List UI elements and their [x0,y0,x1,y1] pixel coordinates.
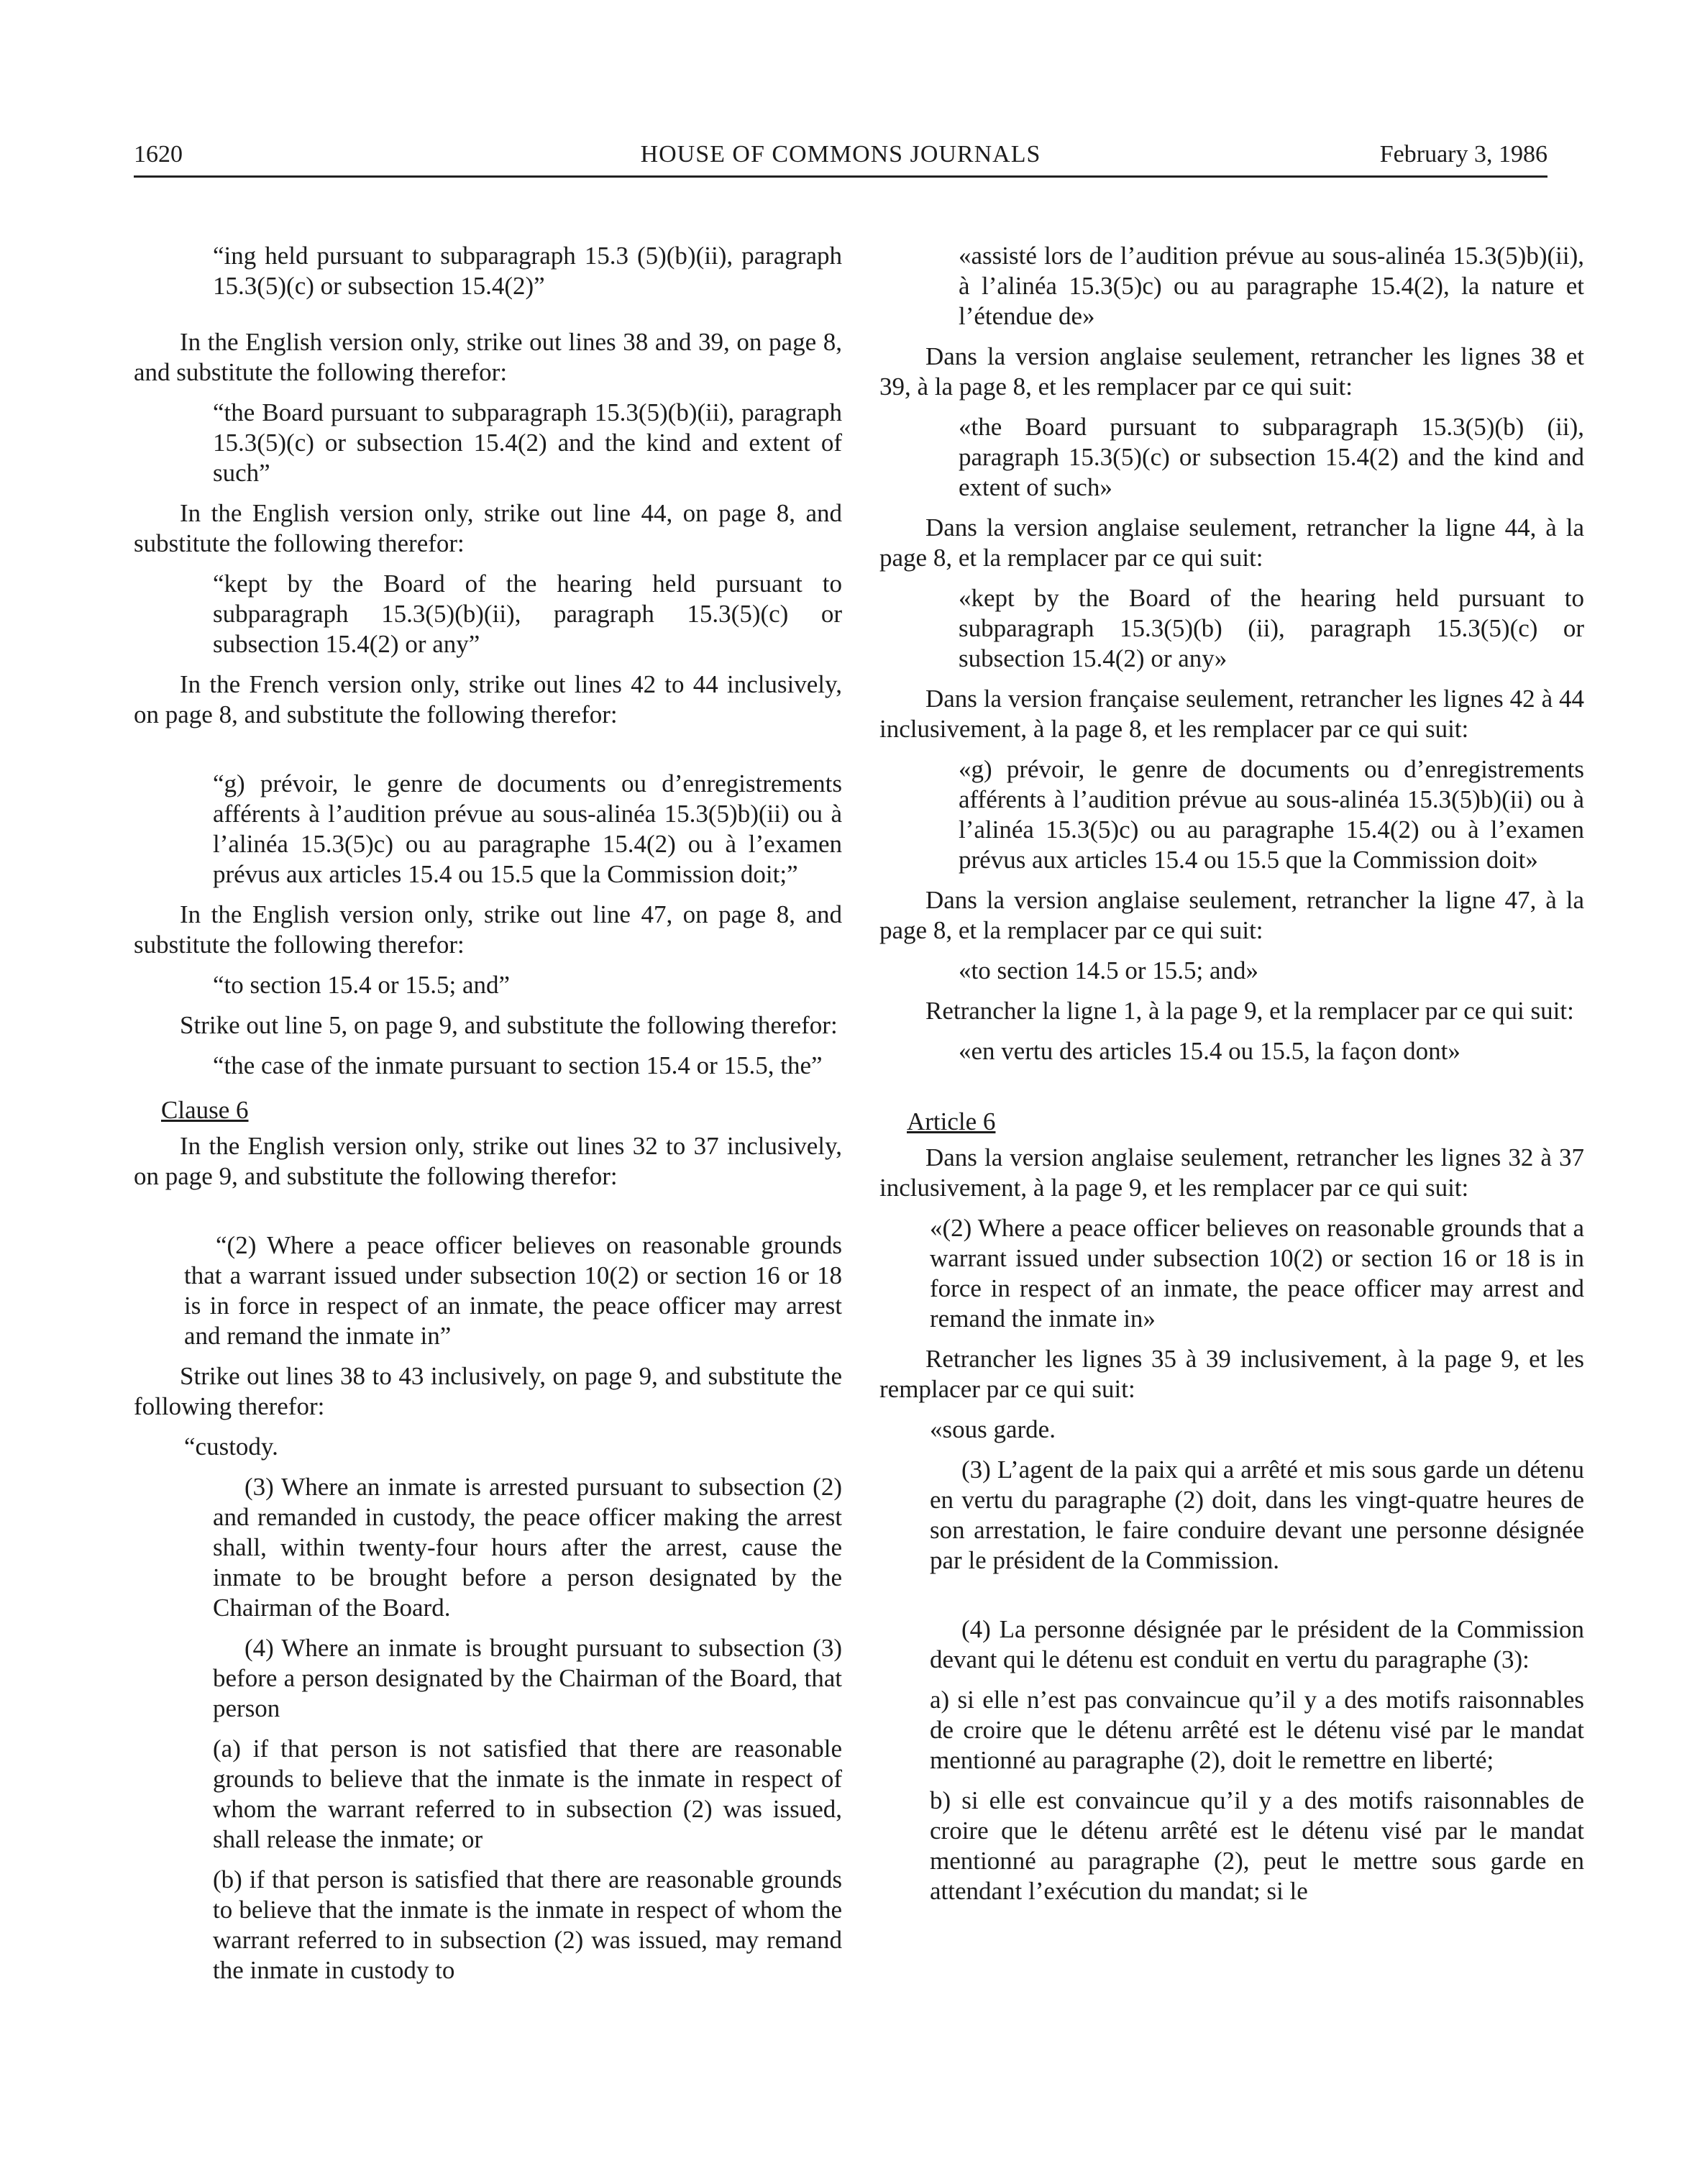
journal-title: HOUSE OF COMMONS JOURNALS [640,141,1041,168]
instruction-paragraph: Dans la version anglaise seulement, retrancher la ligne 47, à la page 8, et la remplacer par ce qui suit: [879,886,1584,944]
amendment-text: “(2) Where a peace officer believes on reasonable grounds that a warrant issued under subsection 10(2) or section 16 or 18 is in force in respect of an inmate, the peace officer may arrest and remand the inmate in” [184,1231,842,1350]
amendment-text: «the Board pursuant to subparagraph 15.3(5)(b) (ii), paragraph 15.3(5)(c) or subsection 15.4(2) and the kind and extent of such» [959,413,1584,501]
instruction-paragraph: Dans la version française seulement, retrancher les lignes 42 à 44 inclusivement, à la page 8, et les remplacer par ce qui suit: [879,685,1584,743]
instruction-paragraph: Dans la version anglaise seulement, retrancher les lignes 38 et 39, à la page 8, et les remplacer par ce qui suit: [879,342,1584,401]
instruction-paragraph: In the English version only, strike out lines 38 and 39, on page 8, and substitute the following therefor: [134,328,842,386]
instruction-paragraph: Dans la version anglaise seulement, retrancher la ligne 44, à la page 8, et la remplacer par ce qui suit: [879,513,1584,572]
amendment-text: «sous garde. [930,1415,1056,1443]
amendment-text: “g) prévoir, le genre de documents ou d’enregistrements afférents à l’audition prévue au sous-alinéa 15.3(5)b)(ii) ou à l’alinéa 15.3(5)c) ou au paragraphe 15.4(2) ou à l’examen prévus aux articles 15.4 ou 15.5 que la Commission doit;” [213,769,842,888]
page-number: 1620 [134,141,183,168]
amendment-text: «(2) Where a peace officer believes on reasonable grounds that a warrant issued under subsection 10(2) or section 16 or 18 is in force in respect of an inmate, the peace officer may arrest and remand the inmate in» [930,1214,1584,1333]
paragraph-item: (a) if that person is not satisfied that there are reasonable grounds to believe that the inmate is the inmate in respect of whom the warrant referred to in subsection (2) was issued, shall release the inmate; or [213,1735,842,1853]
french-column [879,241,1584,1916]
amendment-text: «g) prévoir, le genre de documents ou d’enregistrements afférents à l’audition prévue au sous-alinéa 15.3(5)b)(ii) ou à l’alinéa 15.3(5)c) ou au paragraphe 15.4(2) ou à l’examen prévus aux articles 15.4 ou 15.5 que la Commission doit» [959,755,1584,874]
instruction-paragraph: Dans la version anglaise seulement, retrancher les lignes 32 à 37 inclusivement, à la page 9, et les remplacer par ce qui suit: [879,1143,1584,1202]
amendment-text: “ing held pursuant to subparagraph 15.3 (5)(b)(ii), paragraph 15.3(5)(c) or subsection 15.4(2)” [213,242,842,300]
amendment-text: “the Board pursuant to subparagraph 15.3(5)(b)(ii), paragraph 15.3(5)(c) or subsection 15.4(2) and the kind and extent of such” [213,398,842,487]
english-column [134,241,842,1996]
amendment-text: «assisté lors de l’audition prévue au sous-alinéa 15.3(5)b)(ii), à l’alinéa 15.3(5)c) ou au paragraphe 15.4(2), la nature et l’étendue de» [959,242,1584,330]
subsection-text: (3) L’agent de la paix qui a arrêté et mis sous garde un détenu en vertu du paragraphe (2) doit, dans les vingt-quatre heures de son arrestation, le faire conduire devant une personne désignée par le président de la Commission. [930,1456,1584,1574]
clause-heading: Clause 6 [161,1096,249,1124]
paragraph-item: b) si elle est convaincue qu’il y a des motifs raisonnables de croire que le détenu arrêté est le détenu visé par le mandat mentionné au paragraphe (2), peut le mettre sous garde en attendant l’exécution du mandat; si le [930,1786,1584,1905]
article-heading: Article 6 [907,1107,996,1136]
amendment-text: «to section 14.5 or 15.5; and» [959,956,1259,984]
instruction-paragraph: In the English version only, strike out line 47, on page 8, and substitute the following therefor: [134,900,842,959]
amendment-text: “the case of the inmate pursuant to section 15.4 or 15.5, the” [213,1051,823,1079]
instruction-paragraph: Retrancher la ligne 1, à la page 9, et la remplacer par ce qui suit: [925,997,1574,1025]
instruction-paragraph: Strike out lines 38 to 43 inclusively, on page 9, and substitute the following therefor: [134,1362,842,1420]
instruction-paragraph: Strike out line 5, on page 9, and substitute the following therefor: [180,1011,838,1039]
instruction-paragraph: In the English version only, strike out line 44, on page 8, and substitute the following therefor: [134,499,842,557]
page-date: February 3, 1986 [1379,141,1547,168]
amendment-text: «en vertu des articles 15.4 ou 15.5, la façon dont» [959,1037,1460,1065]
subsection-text: (4) Where an inmate is brought pursuant to subsection (3) before a person designated by the Chairman of the Board, that person [213,1634,842,1722]
instruction-paragraph: In the French version only, strike out lines 42 to 44 inclusively, on page 8, and substitute the following therefor: [134,670,842,728]
instruction-paragraph: In the English version only, strike out lines 32 to 37 inclusively, on page 9, and substitute the following therefor: [134,1132,842,1190]
page-header [134,140,1547,178]
subsection-text: (4) La personne désignée par le président de la Commission devant qui le détenu est conduit en vertu du paragraphe (3): [930,1615,1584,1673]
instruction-paragraph: Retrancher les lignes 35 à 39 inclusivement, à la page 9, et les remplacer par ce qui suit: [879,1345,1584,1403]
amendment-text: “kept by the Board of the hearing held pursuant to subparagraph 15.3(5)(b)(ii), paragraph 15.3(5)(c) or subsection 15.4(2) or any” [213,570,842,658]
amendment-text: «kept by the Board of the hearing held pursuant to subparagraph 15.3(5)(b) (ii), paragraph 15.3(5)(c) or subsection 15.4(2) or any» [959,584,1584,672]
paragraph-item: (b) if that person is satisfied that there are reasonable grounds to believe that the inmate is the inmate in respect of whom the warrant referred to in subsection (2) was issued, may remand the inmate in custody to [213,1865,842,1984]
amendment-text: “to section 15.4 or 15.5; and” [213,971,511,999]
amendment-text: “custody. [184,1433,278,1461]
subsection-text: (3) Where an inmate is arrested pursuant to subsection (2) and remanded in custody, the peace officer making the arrest shall, within twenty-four hours after the arrest, cause the inmate to be brought before a person designated by the Chairman of the Board. [213,1473,842,1622]
paragraph-item: a) si elle n’est pas convaincue qu’il y a des motifs raisonnables de croire que le détenu arrêté est le détenu visé par le mandat mentionné au paragraphe (2), doit le remettre en liberté; [930,1686,1584,1774]
